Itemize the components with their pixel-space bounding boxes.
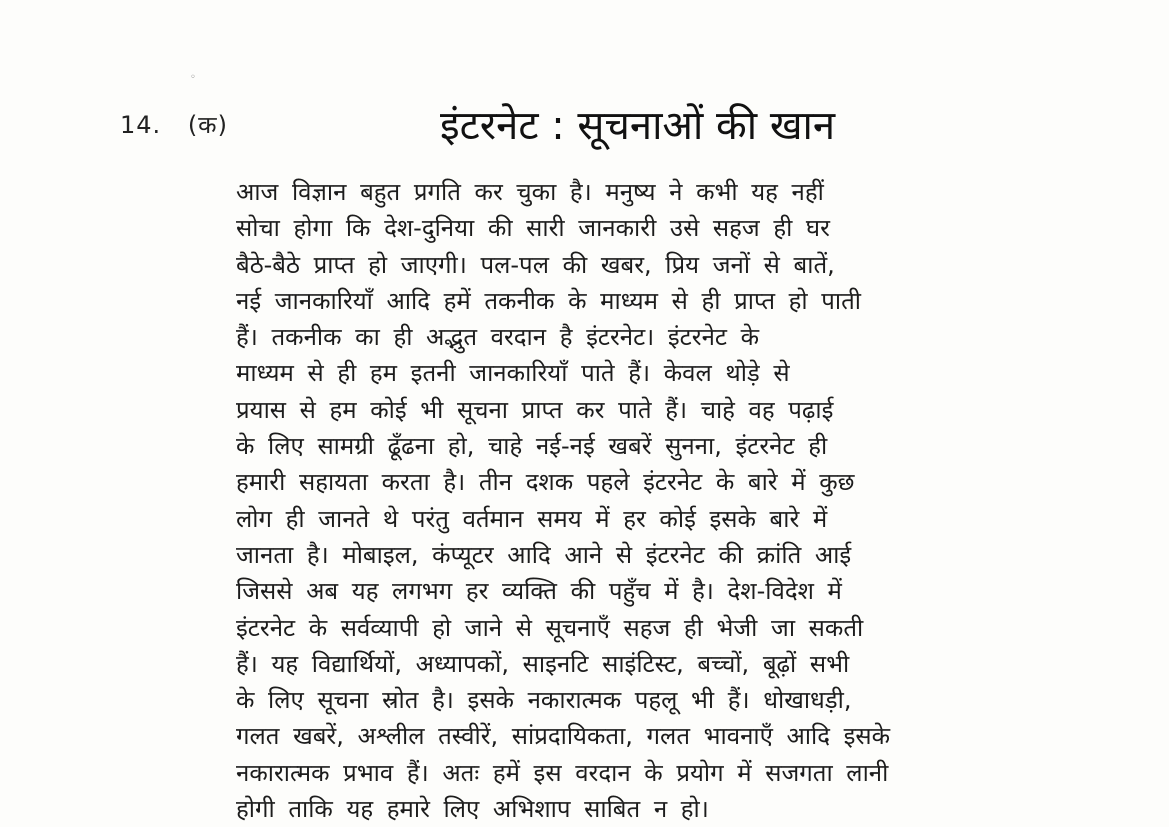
essay-line: हमारी सहायता करता है। तीन दशक पहले इंटरनेट के बारे में कुछ (236, 468, 855, 497)
question-label (120, 108, 228, 141)
essay-line: इंटरनेट के सर्वव्यापी हो जाने से सूचनाएँ सहज ही भेजी जा सकती (236, 613, 864, 642)
essay-line: नकारात्मक प्रभाव हैं। अतः हमें इस वरदान के प्रयोग में सजगता लानी (236, 758, 889, 787)
essay-line: होगी ताकि यह हमारे लिए अभिशाप साबित न हो। (236, 795, 709, 824)
scan-speck: ◦ (190, 72, 196, 83)
essay-line: माध्यम से ही हम इतनी जानकारियाँ पाते हैं। केवल थोड़े से (236, 359, 790, 388)
essay-line: जानता है। मोबाइल, कंप्यूटर आदि आने से इंटरनेट की क्रांति आई (236, 540, 852, 569)
essay-line: लोग ही जानते थे परंतु वर्तमान समय में हर कोई इसके बारे में (236, 504, 828, 533)
essay-line: सोचा होगा कि देश-दुनिया की सारी जानकारी उसे सहज ही घर (236, 214, 830, 243)
essay-line: आज विज्ञान बहुत प्रगति कर चुका है। मनुष्य ने कभी यह नहीं (236, 178, 824, 206)
essay-title: इंटरनेट : सूचनाओं की खान (440, 103, 836, 149)
essay-line: गलत खबरें, अश्लील तस्वीरें, सांप्रदायिकता, गलत भावनाएँ आदि इसके (236, 722, 891, 751)
essay-line: हैं। तकनीक का ही अद्भुत वरदान है इंटरनेट। इंटरनेट के (236, 323, 760, 352)
question-part: (क) (187, 111, 228, 139)
essay-line: प्रयास से हम कोई भी सूचना प्राप्त कर पाते हैं। चाहे वह पढ़ाई (236, 395, 834, 424)
essay-line: बैठे-बैठे प्राप्त हो जाएगी। पल-पल की खबर, प्रिय जनों से बातें, (236, 250, 835, 279)
essay-line: के लिए सामग्री ढूँढना हो, चाहे नई-नई खबरें सुनना, इंटरनेट ही (236, 432, 828, 461)
essay-body (236, 174, 1056, 827)
essay-line: हैं। यह विद्यार्थियों, अध्यापकों, साइनटि साइंटिस्ट, बच्चों, बूढ़ों सभी (236, 649, 850, 678)
essay-line: नई जानकारियाँ आदि हमें तकनीक के माध्यम से ही प्राप्त हो पाती (236, 286, 861, 315)
question-number: 14. (120, 111, 162, 139)
essay-line: के लिए सूचना स्रोत है। इसके नकारात्मक पहलू भी हैं। धोखाधड़ी, (236, 686, 852, 715)
essay-line: जिससे अब यह लगभग हर व्यक्ति की पहुँच में है। देश-विदेश में (236, 577, 842, 606)
